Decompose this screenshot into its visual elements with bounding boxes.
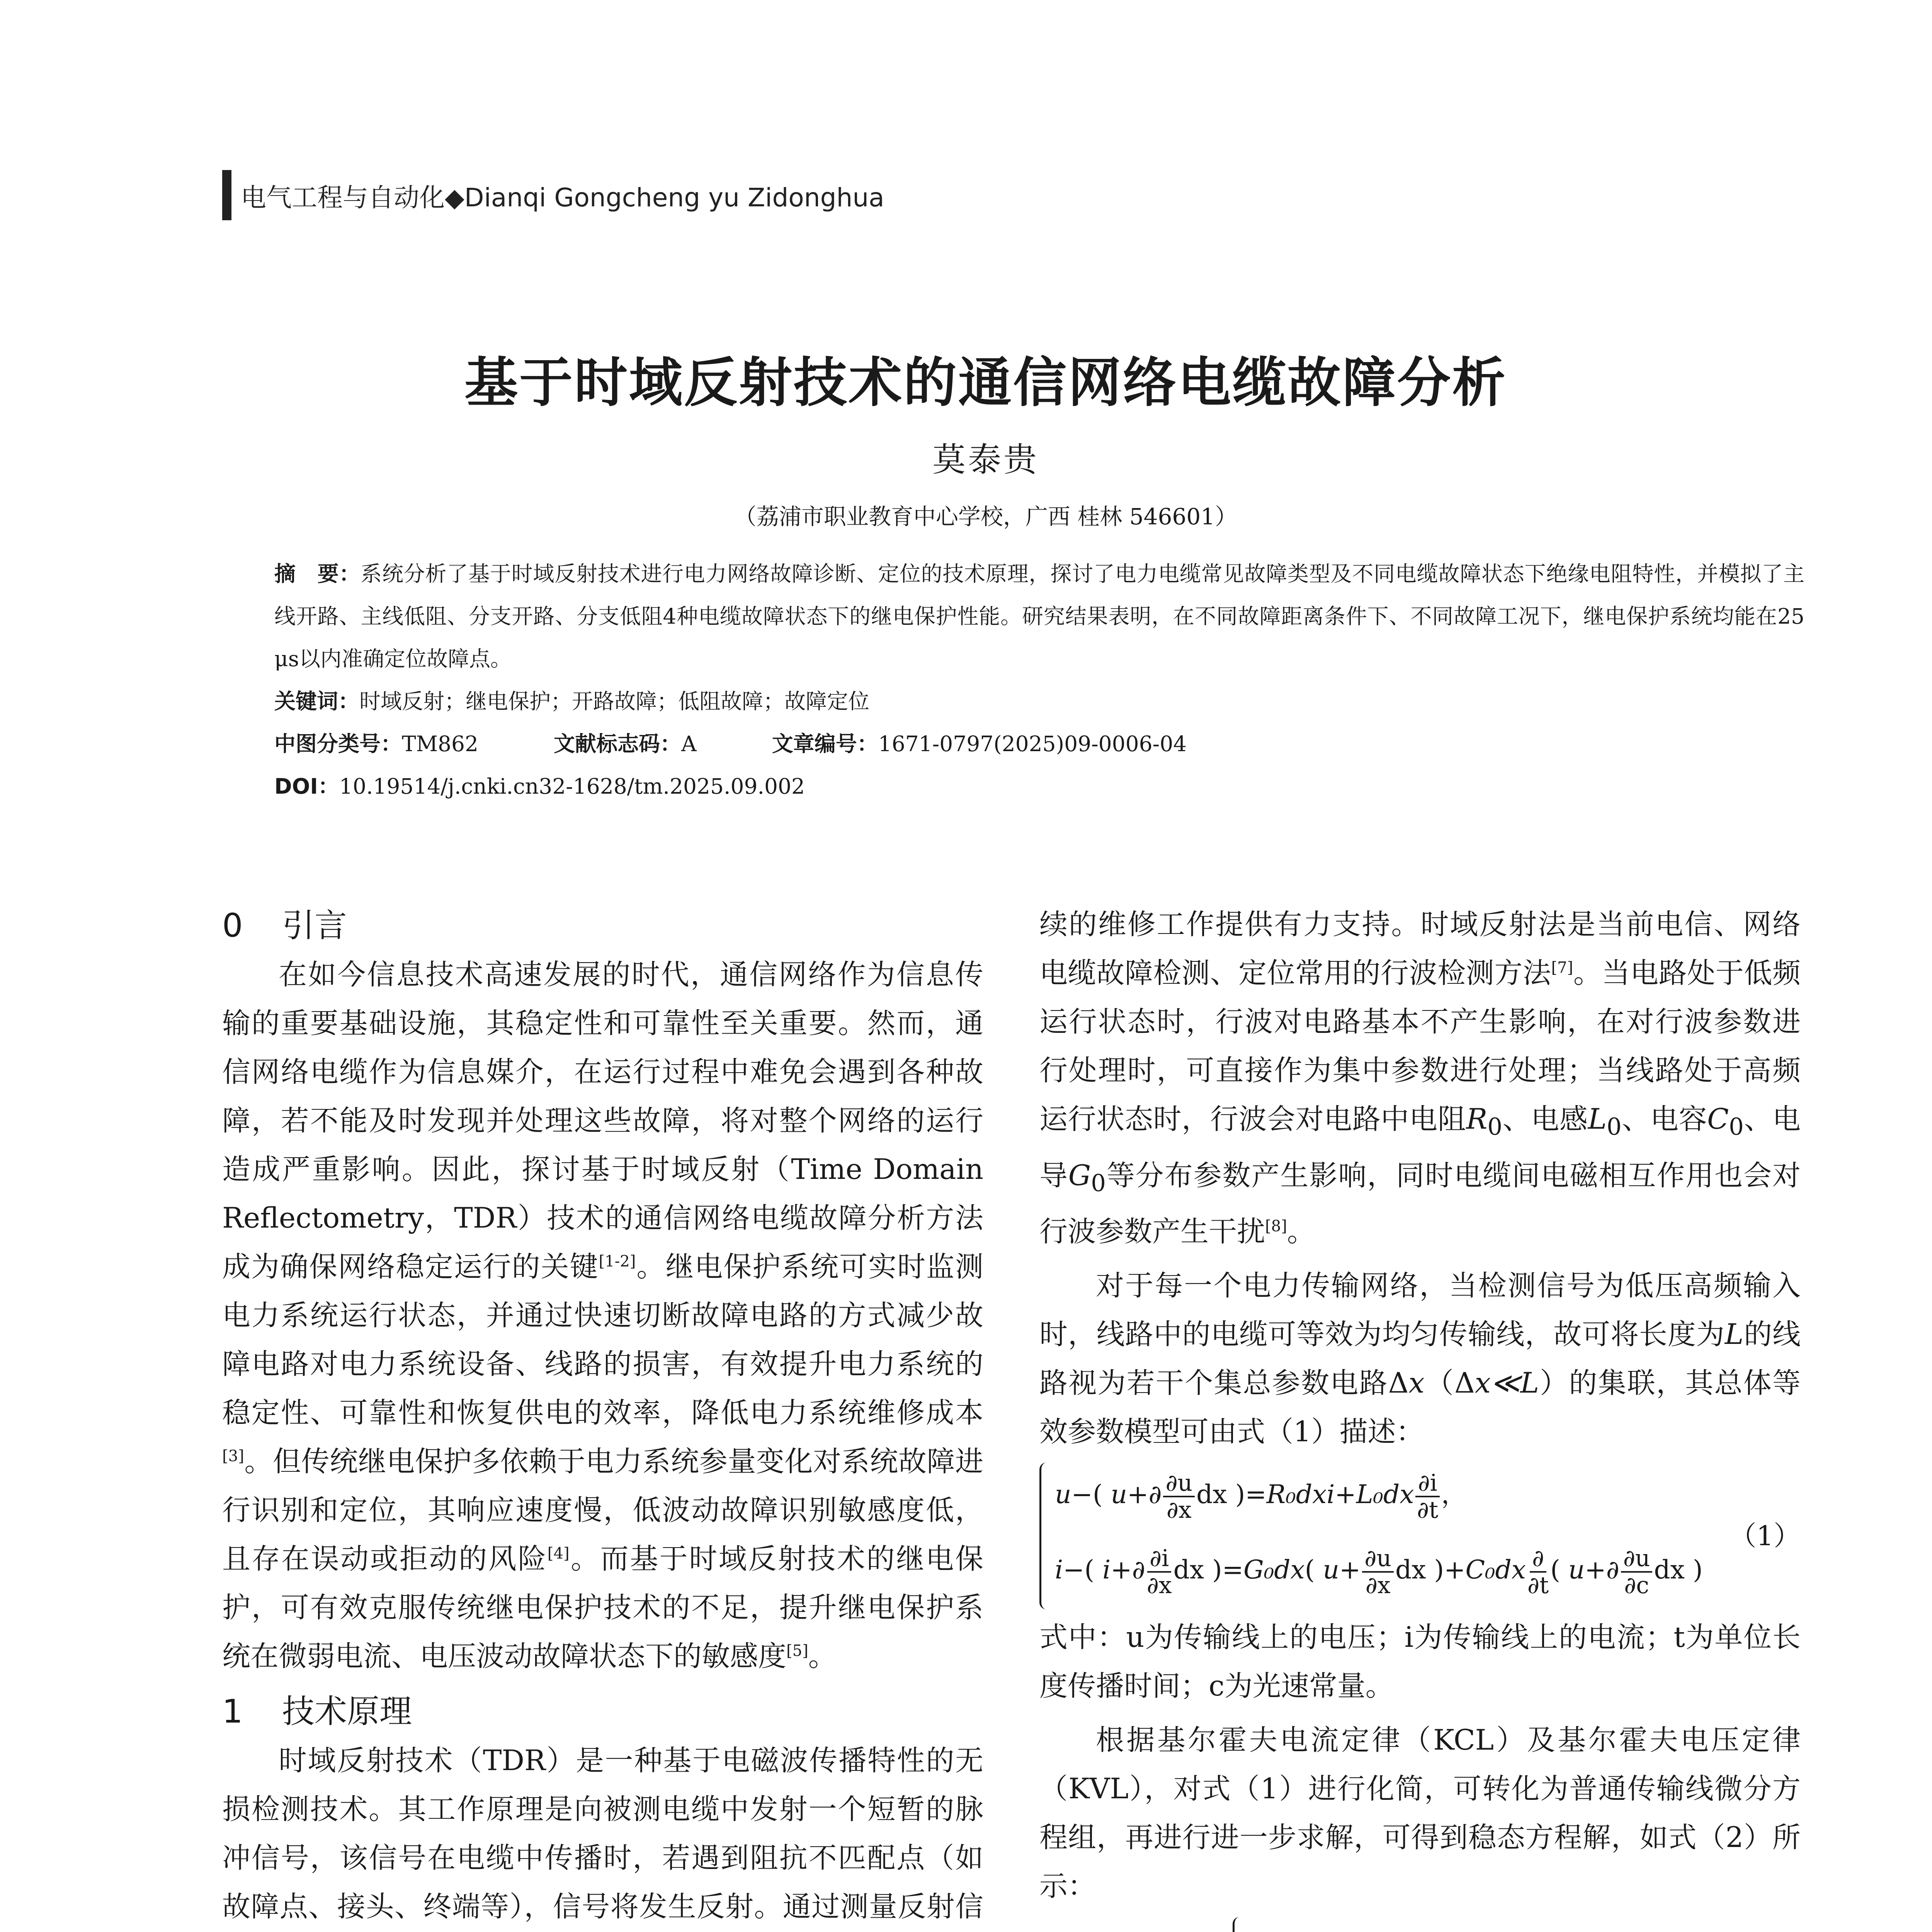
citation: [4] bbox=[547, 1544, 570, 1563]
paper-author: 莫泰贵 bbox=[932, 440, 1039, 479]
fraction bbox=[1621, 1546, 1653, 1598]
fraction bbox=[1147, 1546, 1172, 1598]
numerator: ∂i bbox=[1415, 1470, 1439, 1497]
text-run: 的线路视为若干个集总参数电路Δ bbox=[1039, 1318, 1801, 1400]
paragraph-model bbox=[1039, 1262, 1801, 1456]
text-run: 。但传统继电保护多依赖于电力系统参量变化对系统故障进行识别和定位，其响应速度慢，低波动故障识别敏感度低，且存在误动或拒动的风险 bbox=[222, 1445, 983, 1575]
citation: [1-2] bbox=[599, 1252, 636, 1270]
running-title: 电气工程与自动化◆Dianqi Gongcheng yu Zidonghua bbox=[241, 182, 884, 213]
right-column bbox=[1039, 900, 1801, 1932]
paragraph-principle bbox=[222, 1736, 983, 1932]
text-run: 、电容 bbox=[1621, 1103, 1708, 1136]
condition: x≪L bbox=[1475, 1367, 1539, 1400]
left-column bbox=[222, 900, 983, 1932]
classification-line bbox=[274, 723, 1804, 765]
denominator: ∂x bbox=[1146, 1572, 1172, 1599]
equation-number: （1） bbox=[1729, 1520, 1801, 1552]
doc-code-label: 文献标志码： bbox=[553, 731, 681, 756]
paper-title: 基于时域反射技术的通信网络电缆故障分析 bbox=[464, 352, 1507, 414]
equation-2 bbox=[1039, 1913, 1801, 1932]
text-run: 。 bbox=[1287, 1215, 1315, 1248]
fraction bbox=[1163, 1470, 1195, 1523]
numerator: ∂u bbox=[1163, 1470, 1195, 1497]
symbol-length: L bbox=[1725, 1318, 1744, 1351]
text-run: 。而基于时域反射技术的继电保护，可有效克服传统继电保护技术的不足，提升继电保护系统在微弱电流、电压波动故障状态下的敏感度 bbox=[222, 1543, 984, 1673]
text-run: 根据基尔霍夫电流定律（KCL）及基尔霍夫电压定律（KVL），对式（1）进行化简，可转化为普通传输线微分方程组，再进行进一步求解，可得到稳态方程解，如式（2）所示： bbox=[1039, 1724, 1801, 1903]
equation-1-line-1: u−( u+∂ $\frac{\partial u}{\partial x}$ dx )=R₀dxi+L₀dx $\frac{\partial i}{\partial t}$ ， bbox=[1055, 1469, 1467, 1524]
paragraph-introduction bbox=[222, 951, 983, 1681]
section-title: 引言 bbox=[282, 906, 347, 944]
eq-term: ， bbox=[1441, 1480, 1467, 1510]
clc-label: 中图分类号： bbox=[274, 731, 402, 756]
section-heading-principle bbox=[222, 1686, 983, 1736]
paragraph-kcl-kvl bbox=[1039, 1716, 1801, 1911]
denominator: ∂x bbox=[1166, 1497, 1192, 1524]
text-run: 在如今信息技术高速发展的时代，通信网络作为信息传输的重要基础设施，其稳定性和可靠性至关重要。然而，通信网络电缆作为信息媒介，在运行过程中难免会遇到各种故障，若不能及时发现并处理这些故障，将对整个网络的运行造成严重影响。因此，探讨基于时域反射（Time Domain Reflectometry，TDR）技术的通信网络电缆故障分析方法成为确保网络稳定运行的关键 bbox=[222, 958, 983, 1283]
eq-term: dx bbox=[1395, 1555, 1426, 1585]
keywords-label: 关键词： bbox=[274, 689, 360, 714]
citation: [7] bbox=[1551, 959, 1573, 977]
equation-1 bbox=[1039, 1459, 1801, 1613]
keywords-text: 时域反射；继电保护；开路故障；低阻故障；故障定位 bbox=[359, 689, 870, 714]
text-run: ）的集联，其总体等效参数模型可由式（1）描述： bbox=[1039, 1367, 1801, 1449]
paragraph-eq1-legend bbox=[1039, 1613, 1801, 1711]
eq-term: =G₀dx bbox=[1222, 1555, 1305, 1585]
subscript: 0 bbox=[1607, 1113, 1622, 1141]
citation: [3] bbox=[222, 1447, 244, 1465]
doi-line bbox=[274, 765, 1804, 808]
eq-term: dx bbox=[1196, 1480, 1227, 1510]
fraction bbox=[1527, 1546, 1549, 1598]
doi-label: DOI： bbox=[274, 774, 339, 799]
citation: [8] bbox=[1265, 1217, 1287, 1235]
equation-1-line-2: i−( i+∂ $\frac{\partial i}{\partial x}$ dx )=G₀dx( u+ $\frac{\partial u}{\partial x}$ dx )+C₀dx $\frac{\partial}{\partial t}$ ( u+∂ $\frac{\partial u}{\partial c}$ dx ) bbox=[1055, 1545, 1703, 1599]
abstract-text: 系统分析了基于时域反射技术进行电力网络故障诊断、定位的技术原理，探讨了电力电缆常见故障类型及不同电缆故障状态下绝缘电阻特性，并模拟了主线开路、主线低阻、分支开路、分支低阻4种电缆故障状态下的继电保护性能。研究结果表明，在不同故障距离条件下、不同故障工况下，继电保护系统均能在25 μs以内准确定位故障点。 bbox=[274, 561, 1826, 671]
eq-term: =R₀dxi+L₀dx bbox=[1245, 1480, 1414, 1510]
subscript: 0 bbox=[1729, 1113, 1744, 1141]
text-run: 。继电保护系统可实时监测电力系统运行状态，并通过快速切断故障电路的方式减少故障电路对电力系统设备、线路的损害，有效提升电力系统的稳定性、可靠性和恢复供电的效率，降低电力系统维修成本 bbox=[222, 1250, 984, 1429]
symbol-r0: R bbox=[1466, 1103, 1488, 1136]
section-title: 技术原理 bbox=[282, 1692, 412, 1730]
eq-term: u+∂ bbox=[1568, 1555, 1619, 1585]
fraction bbox=[1362, 1546, 1394, 1598]
text-run: 等分布参数产生影响，同时电缆间电磁相互作用也会对行波参数产生干扰 bbox=[1039, 1159, 1801, 1248]
eq-term: dx bbox=[1654, 1555, 1685, 1585]
eq-term: dx bbox=[1173, 1555, 1204, 1585]
section-number: 0 bbox=[222, 906, 243, 944]
numerator: ∂i bbox=[1147, 1546, 1171, 1573]
paper-affiliation: （荔浦市职业教育中心学校，广西 桂林 546601） bbox=[734, 503, 1238, 530]
eq-term: u+ bbox=[1323, 1555, 1361, 1585]
numerator: ∂ bbox=[1530, 1546, 1546, 1573]
equation-2-line-1 bbox=[1248, 1925, 1483, 1932]
article-number-value: 1671-0797(2025)09-0006-04 bbox=[878, 731, 1187, 756]
running-header bbox=[222, 170, 884, 220]
symbol-l0: L bbox=[1588, 1103, 1607, 1136]
header-bar bbox=[222, 170, 231, 220]
symbol-x: x bbox=[1408, 1367, 1425, 1400]
text-run: 、电导 bbox=[1039, 1103, 1801, 1192]
abstract-block bbox=[274, 553, 1826, 680]
numerator: ∂u bbox=[1621, 1546, 1653, 1573]
clc-value: TM862 bbox=[402, 731, 478, 756]
section-number: 1 bbox=[222, 1692, 243, 1730]
eq-term: i+∂ bbox=[1102, 1555, 1145, 1585]
text-run: 式中：u为传输线上的电压；i为传输线上的电流；t为单位长度传播时间；c为光速常量。 bbox=[1039, 1621, 1801, 1703]
article-number-label: 文章编号： bbox=[772, 731, 878, 756]
subscript: 0 bbox=[1487, 1113, 1503, 1141]
text-run: （Δ bbox=[1424, 1367, 1475, 1400]
paragraph-continued bbox=[1039, 900, 1801, 1256]
section-heading-introduction bbox=[222, 900, 983, 951]
text-run: 对于每一个电力传输网络，当检测信号为低压高频输入时，线路中的电缆可等效为均匀传输线，故可将长度为 bbox=[1039, 1269, 1801, 1351]
denominator: ∂t bbox=[1527, 1572, 1549, 1599]
numerator: ∂u bbox=[1362, 1546, 1394, 1573]
denominator: ∂t bbox=[1417, 1497, 1439, 1524]
fraction bbox=[1415, 1470, 1439, 1523]
text-run: 时域反射技术（TDR）是一种基于电磁波传播特性的无损检测技术。其工作原理是向被测电缆中发射一个短暂的脉冲信号，该信号在电缆中传播时，若遇到阻抗不匹配点（如故障点、接头、终端等），信号将发生反射。通过测量反射信 bbox=[222, 1744, 983, 1923]
equation-brace bbox=[1233, 1917, 1242, 1932]
text-run: 、电感 bbox=[1502, 1103, 1588, 1136]
subscript: 0 bbox=[1091, 1170, 1106, 1197]
equation-brace bbox=[1039, 1463, 1048, 1609]
doi-value: 10.19514/j.cnki.cn32-1628/tm.2025.09.002 bbox=[339, 774, 805, 799]
eq-term: u− bbox=[1055, 1480, 1093, 1510]
eq-term: u+∂ bbox=[1111, 1480, 1162, 1510]
citation: [5] bbox=[786, 1642, 808, 1660]
text-run: 。当电路处于低频运行状态时，行波对电路基本不产生影响，在对行波参数进行处理时，可直接作为集中参数进行处理；当线路处于高频运行状态时，行波会对电路中电阻 bbox=[1039, 957, 1801, 1136]
keywords-line bbox=[274, 680, 1804, 723]
eq-term: i− bbox=[1055, 1555, 1085, 1585]
symbol-c0: C bbox=[1707, 1103, 1729, 1136]
symbol-g0: G bbox=[1068, 1159, 1091, 1192]
text-run: 续的维修工作提供有力支持。时域反射法是当前电信、网络电缆故障检测、定位常用的行波检测方法 bbox=[1039, 908, 1801, 990]
abstract-label: 摘 要： bbox=[274, 561, 361, 586]
doc-code-value: A bbox=[681, 731, 697, 756]
eq-term: +C₀dx bbox=[1444, 1555, 1526, 1585]
text-run: 。 bbox=[808, 1640, 837, 1673]
denominator: ∂c bbox=[1624, 1572, 1649, 1599]
denominator: ∂x bbox=[1365, 1572, 1391, 1599]
